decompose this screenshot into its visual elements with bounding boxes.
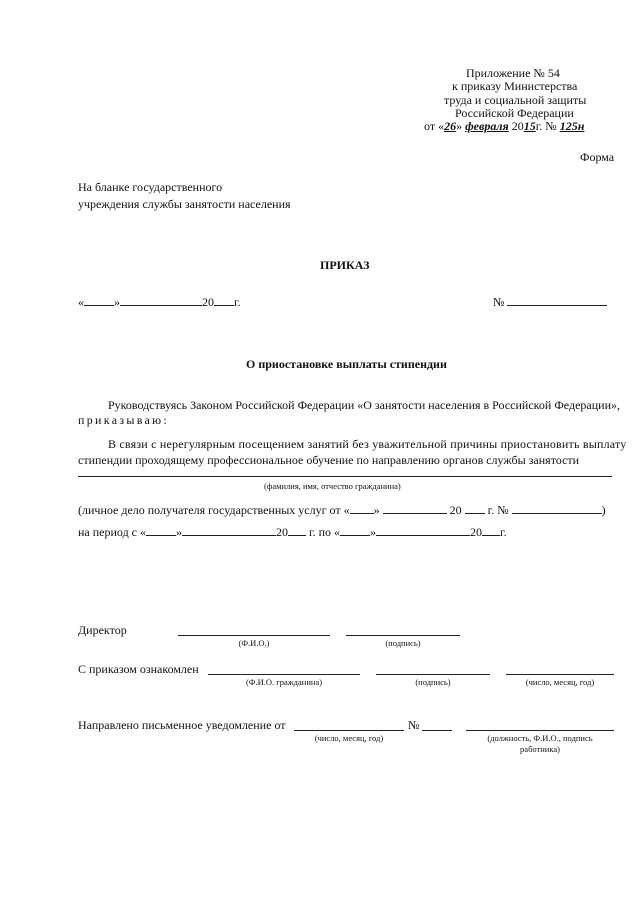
notice-position-caption-2: работника)	[520, 744, 560, 754]
appendix-country: Российской Федерации	[455, 106, 574, 120]
appendix-order-number: 125н	[559, 119, 585, 133]
order-year: 20	[202, 295, 214, 309]
case-suffix: г. №	[487, 503, 509, 517]
period-line	[78, 525, 507, 540]
period-year-blank	[288, 535, 306, 536]
order-number-label: №	[493, 295, 505, 309]
period-start: на период с «	[78, 525, 147, 539]
order-number-blank	[507, 305, 607, 306]
period-close-quote: »	[176, 525, 183, 539]
notice-position-caption-1: (должность, Ф.И.О., подпись	[487, 733, 593, 743]
appendix-year-prefix: 20	[511, 119, 524, 133]
director-label: Директор	[78, 623, 127, 637]
citizen-fio-line	[208, 674, 360, 675]
citizen-date-line	[506, 674, 614, 675]
case-close-quote: »	[373, 503, 380, 517]
period-year2: 20	[470, 525, 483, 539]
appendix-year: 15	[523, 119, 536, 133]
period-day-blank	[146, 535, 176, 536]
para1-line2: приказываю:	[78, 413, 170, 427]
period-day2-blank	[340, 535, 370, 536]
notice-number-label: №	[408, 718, 420, 732]
appendix-date-mid: »	[456, 119, 463, 133]
period-month-blank	[182, 535, 276, 536]
case-close: )	[601, 503, 606, 517]
case-year-blank	[465, 513, 485, 514]
citizen-name-caption: (фамилия, имя, отчество гражданина)	[264, 481, 401, 491]
order-year-suffix: г.	[234, 295, 241, 309]
order-month-blank	[120, 305, 202, 306]
appendix-ministry-name: труда и социальной защиты	[444, 93, 587, 107]
appendix-date	[424, 119, 584, 134]
notice-position-line	[466, 730, 614, 731]
notice-number-line	[422, 730, 452, 731]
case-number-blank	[512, 513, 602, 514]
order-date	[78, 295, 241, 310]
citizen-date-caption: (число, месяц, год)	[525, 677, 595, 687]
page-title: ПРИКАЗ	[320, 258, 370, 272]
case-line	[78, 503, 606, 518]
blank-line-2: учреждения службы занятости населения	[78, 197, 291, 211]
para2-line2: стипендии проходящему профессиональное обучение по направлению органов службы занятости	[78, 453, 580, 467]
notice-date-line	[294, 730, 404, 731]
director-signature-caption: (подпись)	[385, 638, 421, 648]
period-close-quote2: »	[370, 525, 377, 539]
period-year2-blank	[482, 535, 500, 536]
appendix-number: Приложение № 54	[466, 66, 560, 80]
period-to: г. по «	[309, 525, 341, 539]
order-day-blank	[84, 305, 114, 306]
period-month2-blank	[376, 535, 470, 536]
period-end: г.	[500, 525, 507, 539]
director-fio-line	[178, 635, 330, 636]
citizen-fio-caption: (Ф.И.О. гражданина)	[245, 677, 323, 687]
subject: О приостановке выплаты стипендии	[246, 357, 447, 371]
citizen-signature-line	[376, 674, 490, 675]
appendix-month: февраля	[465, 119, 509, 133]
period-year: 20	[276, 525, 289, 539]
acquainted-label: С приказом ознакомлен	[78, 662, 199, 676]
para1-line1: Руководствуясь Законом Российской Федерации «О занятости населения в Российской Федерации»,	[108, 398, 620, 412]
notice-label: Направлено письменное уведомление от	[78, 718, 286, 732]
case-year: 20	[449, 503, 462, 517]
appendix-day: 26	[444, 119, 457, 133]
citizen-name-line	[78, 476, 612, 477]
order-number	[493, 295, 607, 310]
case-day-blank	[350, 513, 374, 514]
order-date-open: «	[78, 295, 84, 309]
notice-date-caption: (число, месяц, год)	[314, 733, 384, 743]
para2-line1: В связи с нерегулярным посещением занятий без уважительной причины приостановить выплату	[108, 437, 627, 451]
blank-line-1: На бланке государственного	[78, 180, 223, 194]
appendix-date-prefix: от «	[424, 119, 445, 133]
director-signature-line	[346, 635, 460, 636]
citizen-signature-caption: (подпись)	[415, 677, 451, 687]
order-date-close: »	[114, 295, 120, 309]
case-open: (личное дело получателя государственных услуг от «	[78, 503, 350, 517]
appendix-year-suffix: г. №	[535, 119, 557, 133]
order-year-blank	[214, 305, 234, 306]
director-fio-caption: (Ф.И.О.)	[238, 638, 270, 648]
appendix-ministry-order: к приказу Министерства	[452, 79, 578, 93]
form-label: Форма	[580, 150, 615, 164]
case-month-blank	[383, 513, 447, 514]
